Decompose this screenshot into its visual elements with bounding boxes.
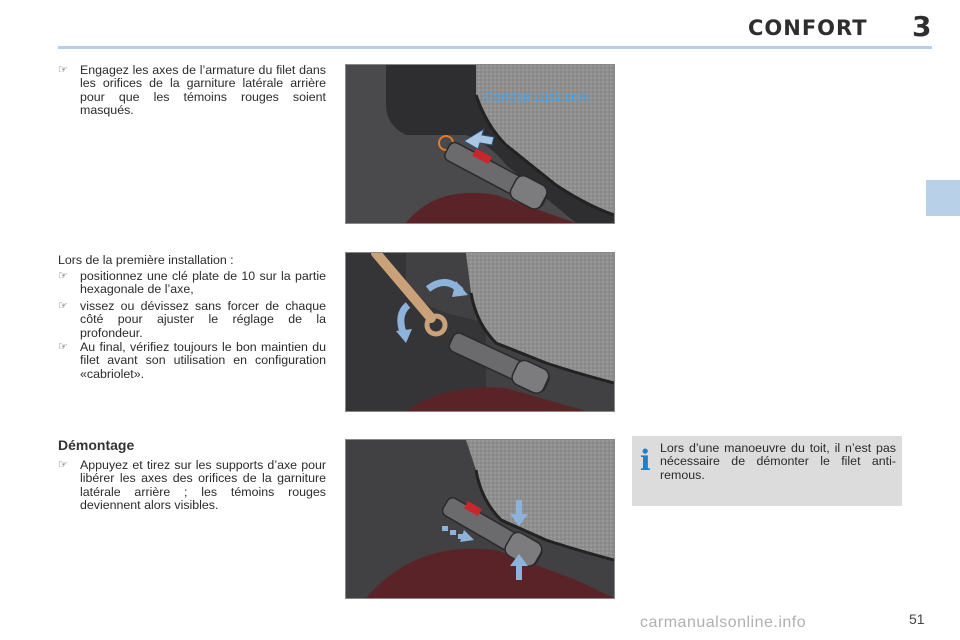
bullet-text: positionnez une clé plate de 10 sur la partie hexagonale de l’axe, — [80, 269, 326, 297]
pointing-hand-icon: ☞ — [58, 64, 68, 76]
bullet-position-key — [58, 270, 326, 298]
bullet-text: vissez ou dévissez sans forcer de chaque côté pour ajuster le réglage de la profondeur. — [80, 299, 326, 340]
info-box — [632, 436, 902, 506]
chapter-side-tab — [926, 180, 960, 216]
photo-adjust-depth — [345, 252, 615, 412]
chapter-title: CONFORT — [748, 16, 868, 40]
bullet-verify — [58, 341, 326, 383]
bullet-remove-supports — [58, 459, 326, 529]
section-heading-demontage: Démontage — [58, 437, 135, 453]
intro-first-install: Lors de la première installation : — [58, 253, 234, 267]
bullet-text: Engagez les axes de l’armature du filet dans les orifices de la garniture latérale arrière pour que les témoins rouges soient masqués. — [80, 63, 326, 118]
bullet-screw — [58, 300, 326, 342]
bullet-text: Au final, vérifiez toujours le bon maintien du filet avant son utilisation en configuration «cabriolet». — [80, 340, 326, 381]
footer-watermark: carmanualsonline.info — [640, 614, 807, 631]
photo-watermark: CarManuals2.com — [484, 89, 590, 104]
pointing-hand-icon: ☞ — [58, 300, 68, 312]
pointing-hand-icon: ☞ — [58, 270, 68, 282]
pointing-hand-icon: ☞ — [58, 341, 68, 353]
photo-engage-axes — [345, 64, 615, 224]
bullet-engage-axes — [58, 64, 326, 120]
illustration-remove-supports — [346, 440, 614, 598]
page-number: 51 — [909, 611, 925, 627]
header-rule — [58, 46, 932, 49]
chapter-number: 3 — [912, 10, 932, 43]
bullet-text: Appuyez et tirez sur les supports d’axe pour libérer les axes des orifices de la garniture latérale arrière ; les témoins rouges deviennent alors visibles. — [80, 458, 326, 513]
illustration-wrench-adjust — [346, 253, 614, 411]
info-icon: i — [640, 444, 651, 477]
pointing-hand-icon: ☞ — [58, 459, 68, 471]
photo-demontage — [345, 439, 615, 599]
info-text: Lors d’une manoeuvre du toit, il n’est pas nécessaire de démonter le filet anti-remous. — [660, 441, 896, 482]
